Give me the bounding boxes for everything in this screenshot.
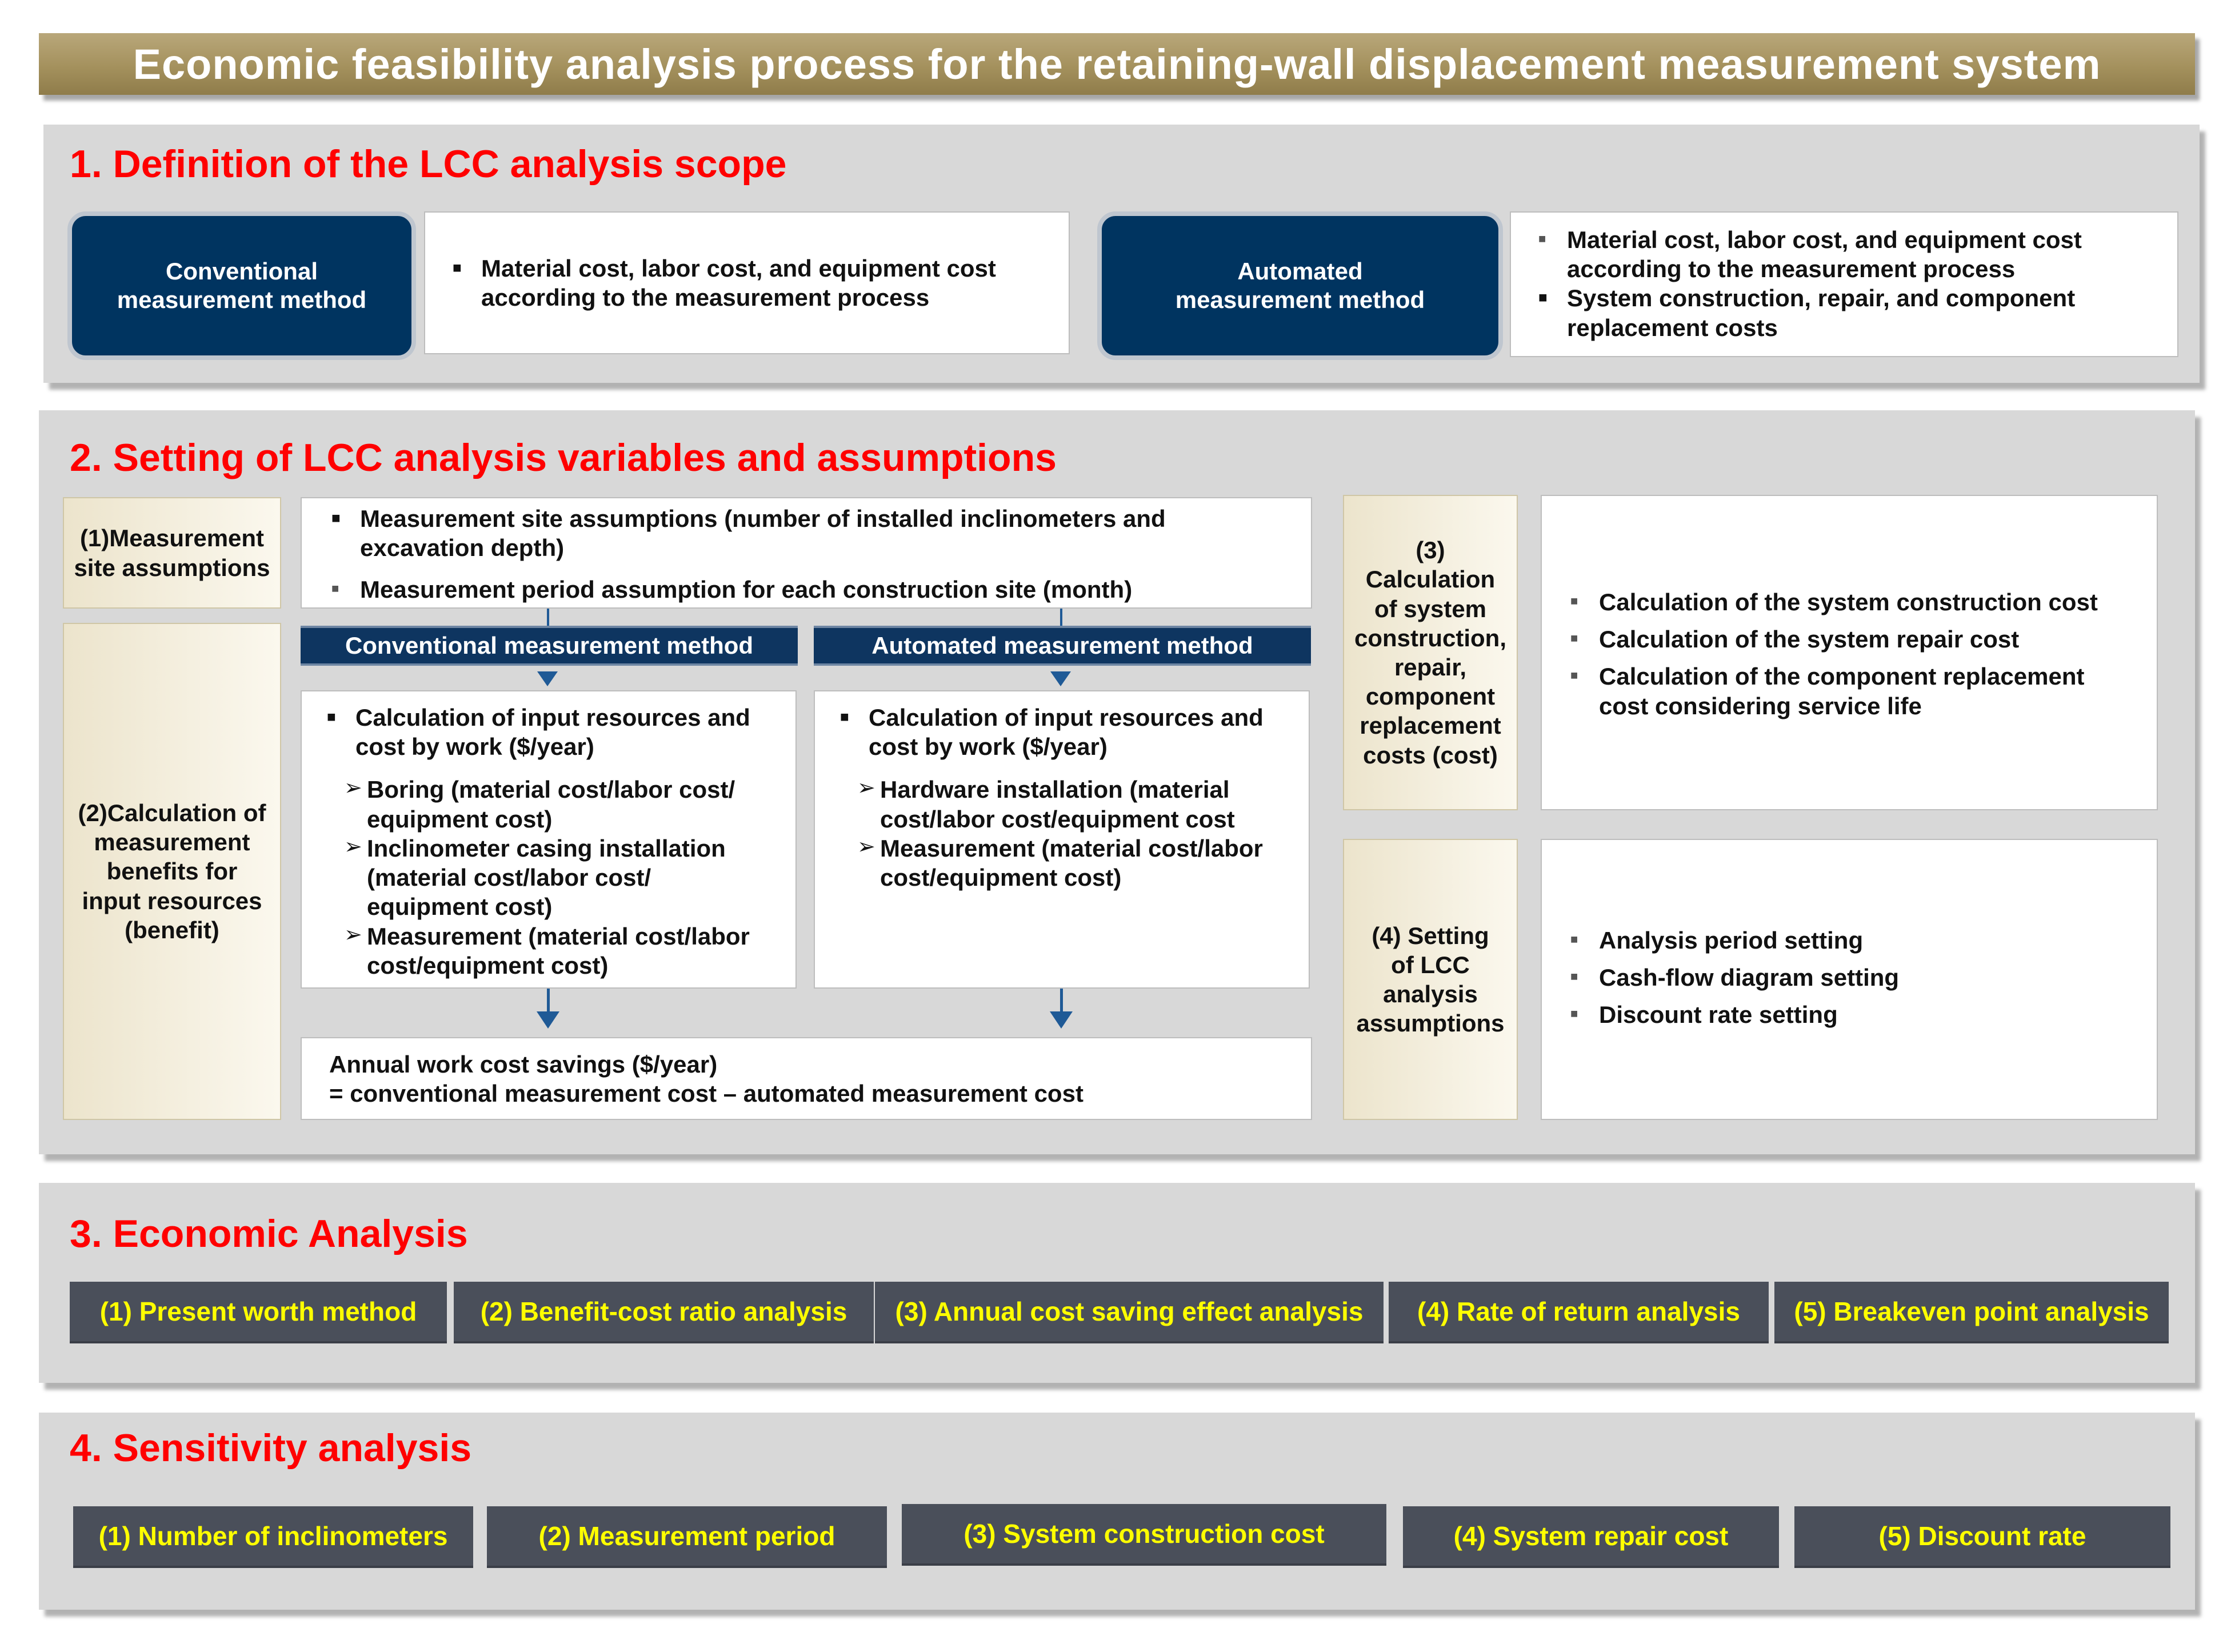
down-arrow-icon [1050, 1011, 1073, 1029]
benefit-calculation-label [63, 623, 281, 1120]
bullet-icon: ■ [1570, 932, 1578, 946]
bullet-icon: ■ [331, 509, 341, 526]
title-banner [39, 33, 2195, 95]
bullet-text: cost/labor cost/equipment cost [880, 805, 1235, 833]
bullet-text: according to the measurement process [481, 284, 930, 311]
conventional-method-pill [67, 211, 416, 360]
list-item [1570, 625, 2145, 654]
bullet-icon: ■ [1570, 969, 1578, 984]
label-line: site assumptions [74, 554, 270, 581]
chip-label: (4) Rate of return analysis [1417, 1297, 1740, 1326]
bullet-text: Calculation of the system repair cost [1599, 626, 2020, 653]
label-line: measurement [94, 829, 250, 856]
savings-formula: = conventional measurement cost – automated measurement cost [329, 1080, 1083, 1107]
bullet-text: cost/equipment cost) [880, 864, 1122, 891]
automated-calculation-box [814, 690, 1310, 989]
sub-list-item [344, 775, 790, 833]
conventional-calculation-box [301, 690, 797, 989]
sensitivity-item [1403, 1506, 1779, 1568]
chip-label: (5) Breakeven point analysis [1794, 1297, 2149, 1326]
list-item [1538, 225, 2160, 283]
list-item [1570, 1000, 2145, 1029]
sensitivity-item [487, 1506, 887, 1568]
arrow-bullet-icon: ➢ [857, 776, 875, 801]
list-item [1570, 587, 2145, 617]
section-3-heading: 3. Economic Analysis [70, 1212, 468, 1255]
list-item [453, 254, 1046, 312]
bullet-text: (material cost/labor cost/ [367, 864, 651, 891]
connector-line [1060, 609, 1062, 626]
list-item [331, 575, 1300, 604]
chip-label: (5) Discount rate [1878, 1521, 2086, 1551]
bullet-text: cost by work ($/year) [355, 733, 594, 761]
conventional-method-bar [301, 626, 798, 666]
section-1-heading: 1. Definition of the LCC analysis scope [70, 142, 787, 186]
label-line: Calculation [1365, 566, 1496, 593]
bullet-icon: ■ [1570, 631, 1578, 646]
label-line: (1)Measurement [79, 525, 265, 552]
label-line: replacement [1360, 712, 1501, 739]
bullet-icon: ■ [1570, 1006, 1578, 1021]
bullet-text: Analysis period setting [1599, 927, 1864, 954]
bullet-icon: ■ [331, 581, 339, 596]
automated-method-pill [1097, 211, 1503, 360]
list-item [1538, 283, 2160, 342]
bullet-text: Boring (material cost/labor cost/ [367, 776, 735, 803]
label-line: analysis [1383, 981, 1478, 1007]
pill-label-line: Automated [1237, 257, 1363, 285]
bullet-icon: ■ [453, 259, 462, 276]
label-line: repair, [1394, 654, 1467, 681]
chip-label: (1) Present worth method [99, 1297, 417, 1326]
bullet-text: Measurement (material cost/labor [880, 834, 1263, 862]
page-title: Economic feasibility analysis process for the retaining-wall displacement measurement system [133, 40, 2101, 88]
connector-line [547, 609, 549, 626]
list-item [331, 504, 1300, 562]
bullet-text: Calculation of the component replacement [1599, 663, 2085, 690]
annual-savings-box [301, 1037, 1312, 1120]
bullet-text: equipment cost) [367, 805, 553, 833]
economic-analysis-item [1389, 1282, 1769, 1343]
sensitivity-item [902, 1504, 1386, 1566]
bullet-text: cost/equipment cost) [367, 951, 609, 979]
bullet-text: Hardware installation (material [880, 776, 1230, 803]
pill-label-line: Conventional [165, 257, 318, 285]
down-arrow-icon [537, 1011, 559, 1029]
assumption-items-box [1541, 839, 2158, 1120]
bullet-text: Calculation of the system construction cost [1599, 589, 2098, 615]
arrow-bullet-icon: ➢ [344, 776, 362, 801]
bullet-icon: ■ [1538, 231, 1546, 246]
label-line: assumptions [1356, 1010, 1505, 1037]
bullet-icon: ■ [840, 708, 849, 725]
label-line: (2)Calculation of [78, 799, 266, 826]
pill-label-line: measurement method [1175, 286, 1425, 313]
section-4-heading: 4. Sensitivity analysis [70, 1426, 472, 1470]
bullet-text: Discount rate setting [1599, 1001, 1838, 1029]
chip-label: (3) Annual cost saving effect analysis [895, 1297, 1364, 1326]
bullet-text: Measurement site assumptions (number of installed inclinometers and [360, 505, 1166, 532]
label-line: costs (cost) [1363, 741, 1498, 769]
down-arrow-icon [1050, 671, 1071, 686]
economic-analysis-item [1774, 1282, 2169, 1343]
arrow-shaft [1060, 989, 1063, 1013]
label-line: (4) Setting [1372, 922, 1489, 949]
automated-scope-box [1510, 211, 2178, 357]
list-item [1570, 662, 2145, 720]
chip-label: (2) Benefit-cost ratio analysis [480, 1297, 847, 1326]
automated-method-bar [814, 626, 1311, 666]
bullet-text: excavation depth) [360, 534, 565, 562]
bullet-text: cost considering service life [1599, 692, 1922, 719]
site-assumptions-label [63, 497, 281, 609]
label-line: input resources [82, 887, 262, 914]
economic-analysis-item [454, 1282, 874, 1343]
sub-list-item [857, 834, 1303, 892]
bullet-text: Cash-flow diagram setting [1599, 964, 1900, 991]
pill-label-line: measurement method [117, 286, 367, 313]
bullet-icon: ■ [1538, 289, 1548, 306]
bullet-text: Inclinometer casing installation [367, 834, 726, 862]
arrow-bullet-icon: ➢ [857, 834, 875, 859]
arrow-bullet-icon: ➢ [344, 834, 362, 859]
list-item [1570, 926, 2145, 955]
bullet-text: Measurement (material cost/labor [367, 922, 750, 950]
label-line: (3) [1416, 537, 1445, 564]
sub-list-item [857, 775, 1303, 833]
chip-label: (1) Number of inclinometers [98, 1521, 448, 1551]
sensitivity-item [73, 1506, 473, 1568]
label-line: of LCC [1391, 951, 1470, 978]
sub-list-item [344, 922, 790, 980]
sub-list-item [344, 834, 790, 922]
bullet-text: Material cost, labor cost, and equipment cost [481, 255, 996, 282]
label-line: (benefit) [125, 916, 219, 943]
bar-label: Conventional measurement method [345, 632, 754, 659]
bullet-icon: ■ [1570, 668, 1578, 683]
economic-analysis-item [875, 1282, 1384, 1343]
bullet-text: equipment cost) [367, 893, 553, 921]
label-line: component [1365, 683, 1496, 710]
analysis-assumptions-label [1343, 839, 1518, 1120]
bullet-text: Calculation of input resources and [869, 704, 1264, 731]
list-item [1570, 963, 2145, 992]
economic-analysis-item [70, 1282, 447, 1343]
bullet-text: Material cost, labor cost, and equipment cost [1567, 226, 2082, 253]
chip-label: (4) System repair cost [1453, 1521, 1729, 1551]
section-2-heading: 2. Setting of LCC analysis variables and assumptions [70, 436, 1057, 479]
list-item [327, 703, 790, 761]
bullet-text: according to the measurement process [1567, 255, 2016, 283]
bullet-text: System construction, repair, and component [1567, 285, 2076, 312]
bullet-text: Measurement period assumption for each construction site (month) [360, 576, 1133, 603]
label-line: of system [1374, 595, 1487, 622]
label-line: construction, [1354, 624, 1506, 651]
cost-items-box [1541, 495, 2158, 810]
arrow-shaft [547, 989, 550, 1013]
chip-label: (2) Measurement period [538, 1521, 835, 1551]
bullet-icon: ■ [1570, 594, 1578, 608]
list-item [840, 703, 1303, 761]
bullet-text: replacement costs [1567, 314, 1778, 341]
chip-label: (3) System construction cost [963, 1519, 1325, 1549]
bullet-text: cost by work ($/year) [869, 733, 1107, 761]
bullet-text: Calculation of input resources and [355, 704, 750, 731]
sensitivity-item [1794, 1506, 2170, 1568]
savings-text: Annual work cost savings ($/year) [329, 1051, 718, 1078]
arrow-bullet-icon: ➢ [344, 922, 362, 947]
down-arrow-icon [537, 671, 558, 686]
label-line: benefits for [106, 858, 238, 885]
cost-calculation-label [1343, 495, 1518, 810]
site-assumptions-box [301, 497, 1312, 609]
conventional-scope-box [424, 211, 1070, 354]
bullet-icon: ■ [327, 708, 336, 725]
bar-label: Automated measurement method [871, 632, 1253, 659]
